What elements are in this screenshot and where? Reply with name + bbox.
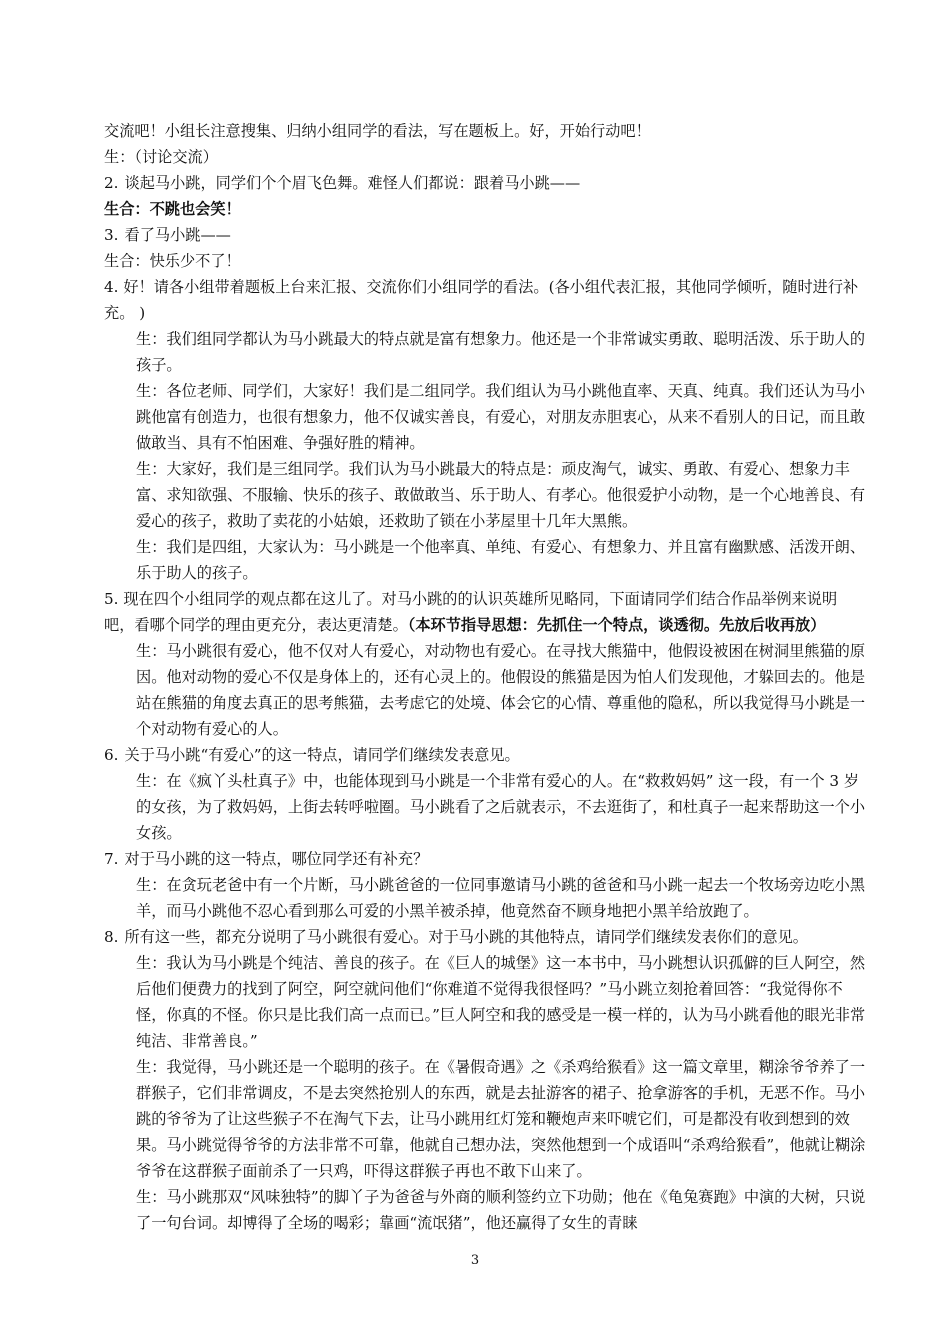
paragraph: 生：（讨论交流） [104, 148, 218, 166]
student-response: 生：马小跳那双“风味独特”的脚丫子为爸爸与外商的顺利签约立下功勋；他在《龟兔赛跑》中演的大树，只说了一句台词。却博得了全场的喝彩；靠画“流氓猪”，他还赢得了女生的青睐 [136, 1188, 866, 1232]
item-text: 对于马小跳的这一特点，哪位同学还有补充？ [124, 850, 429, 868]
item-number: 6. [104, 746, 119, 764]
guiding-note: （本环节指导思想：先抓住一个特点，谈透彻。先放后收再放） [407, 616, 826, 634]
numbered-item [104, 222, 866, 248]
item-text: 谈起马小跳，同学们个个眉飞色舞。难怪人们都说：跟着马小跳—— [124, 174, 581, 192]
item-number: 8. [104, 928, 119, 946]
item-text: 看了马小跳—— [124, 226, 231, 244]
chorus-response: 生合：不跳也会笑！ [104, 200, 241, 218]
item-text: 所有这一些，都充分说明了马小跳很有爱心。对于马小跳的其他特点，请同学们继续发表你们的意见。 [124, 928, 808, 946]
student-response: 生：我认为马小跳是个纯洁、善良的孩子。在《巨人的城堡》这一本书中，马小跳想认识孤僻的巨人阿空，然后他们便费力的找到了阿空，阿空就问他们“你难道不觉得我很怪吗？”马小跳立刻抢着回答：“我觉得你不怪，你真的不怪。你只是比我们高一点而已。”巨人阿空和我的感受是一模一样的，认为马小跳看他的眼光非常纯洁、非常善良。” [136, 954, 866, 1050]
numbered-item [104, 742, 866, 768]
numbered-item [104, 846, 866, 872]
numbered-item [104, 170, 866, 196]
student-response: 生：我们是四组，大家认为：马小跳是一个他率真、单纯、有爱心、有想象力、并且富有幽默感、活泼开朗、乐于助人的孩子。 [136, 538, 865, 582]
paragraph: 交流吧！小组长注意搜集、归纳小组同学的看法，写在题板上。好，开始行动吧！ [104, 122, 651, 140]
student-response: 生：我们组同学都认为马小跳最大的特点就是富有想象力。他还是一个非常诚实勇敢、聪明活泼、乐于助人的孩子。 [136, 330, 865, 374]
numbered-item [104, 586, 866, 638]
chorus-response: 生合：快乐少不了！ [104, 252, 241, 270]
numbered-item: 4. 好！请各小组带着题板上台来汇报、交流你们小组同学的看法。(各小组代表汇报，其他同学倾听，随时进行补充。 ) [104, 278, 859, 322]
item-number: 3. [104, 226, 119, 244]
item-text: 关于马小跳“有爱心”的这一特点，请同学们继续发表意见。 [124, 746, 520, 764]
item-number: 2. [104, 174, 119, 192]
item-number: 7. [104, 850, 119, 868]
item-text: 5. 现在四个小组同学的观点都在这儿了。对马小跳的的认识英雄所见略同，下面请同学们结合作品举例来说明吧，看哪个同学的理由更充分，表达更清楚。 [104, 590, 838, 634]
student-response: 生：各位老师、同学们，大家好！我们是二组同学。我们组认为马小跳他直率、天真、纯真。我们还认为马小跳他富有创造力，也很有想象力，他不仅诚实善良，有爱心，对朋友赤胆衷心，从来不看别人的日记，而且敢做敢当、具有不怕困难、争强好胜的精神。 [136, 382, 865, 452]
page-number: 3 [470, 1253, 480, 1268]
student-response: 生：在《疯丫头杜真子》中，也能体现到马小跳是一个非常有爱心的人。在“救救妈妈” 这一段，有一个 3 岁的女孩，为了救妈妈，上街去转呼啦圈。马小跳看了之后就表示，不去逛街了，和杜真子一起来帮助这一个小女孩。 [136, 772, 865, 842]
student-response: 生：大家好，我们是三组同学。我们认为马小跳最大的特点是：顽皮淘气，诚实、勇敢、有爱心、想象力丰富、求知欲强、不服输、快乐的孩子、敢做敢当、乐于助人、有孝心。他很爱护小动物，是一个心地善良、有爱心的孩子，救助了卖花的小姑娘，还救助了锁在小茅屋里十几年大黑熊。 [136, 460, 865, 530]
student-response: 生：马小跳很有爱心，他不仅对人有爱心，对动物也有爱心。在寻找大熊猫中，他假设被困在树洞里熊猫的原因。他对动物的爱心不仅是身体上的，还有心灵上的。他假设的熊猫是因为怕人们发现他，才躲回去的。他是站在熊猫的角度去真正的思考熊猫，去考虑它的处境、体会它的心情、尊重他的隐私，所以我觉得马小跳是一个对动物有爱心的人。 [136, 642, 865, 738]
student-response: 生：我觉得，马小跳还是一个聪明的孩子。在《暑假奇遇》之《杀鸡给猴看》这一篇文章里，糊涂爷爷养了一群猴子，它们非常调皮，不是去突然抢别人的东西，就是去扯游客的裙子、抢拿游客的手机，无恶不作。马小跳的爷爷为了让这些猴子不在淘气下去，让马小跳用红灯笼和鞭炮声来吓唬它们，可是都没有收到想到的效果。马小跳觉得爷爷的方法非常不可靠，他就自己想办法，突然他想到一个成语叫“杀鸡给猴看”，他就让糊涂爷爷在这群猴子面前杀了一只鸡，吓得这群猴子再也不敢下山来了。 [136, 1058, 866, 1180]
student-response: 生：在贪玩老爸中有一个片断，马小跳爸爸的一位同事邀请马小跳的爸爸和马小跳一起去一个牧场旁边吃小黑羊，而马小跳他不忍心看到那么可爱的小黑羊被杀掉，他竟然奋不顾身地把小黑羊给放跑了。 [136, 876, 865, 920]
numbered-item [104, 924, 866, 950]
lesson-text [104, 118, 866, 1236]
